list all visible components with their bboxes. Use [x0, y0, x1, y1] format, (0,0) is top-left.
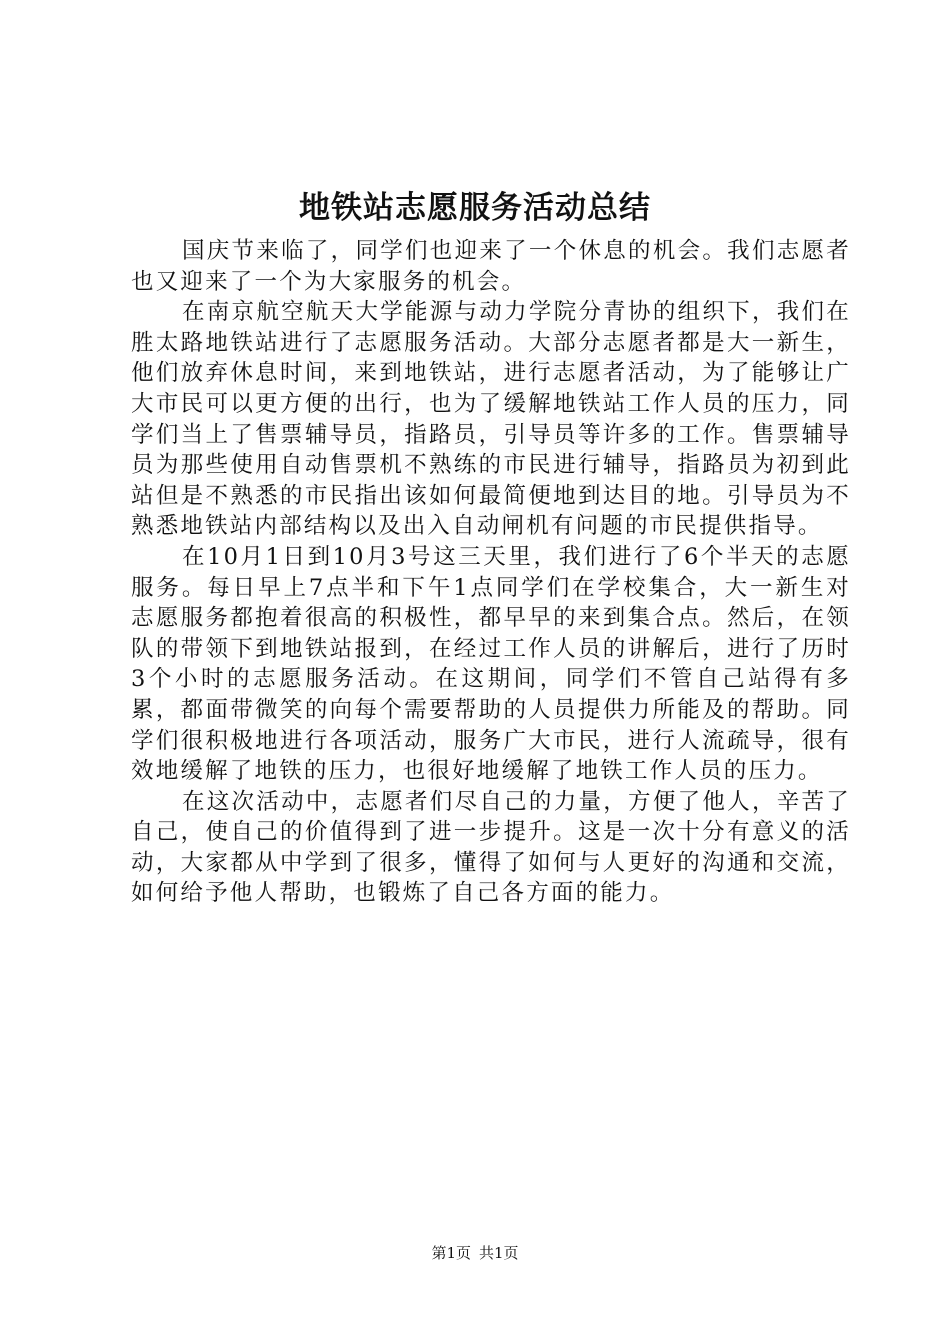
paragraph-4: 在这次活动中，志愿者们尽自己的力量，方便了他人，辛苦了自己，使自己的价值得到了进一步提升。这是一次十分有意义的活动，大家都从中学到了很多，懂得了如何与人更好的沟通和交流，如何给予他人帮助，也锻炼了自己各方面的能力。	[131, 788, 851, 907]
page-number: 第1页	[431, 1244, 471, 1262]
document-body	[131, 236, 851, 909]
paragraph-2: 在南京航空航天大学能源与动力学院分青协的组织下，我们在胜太路地铁站进行了志愿服务活动。大部分志愿者都是大一新生，他们放弃休息时间，来到地铁站，进行志愿者活动，为了能够让广大市民可以更方便的出行，也为了缓解地铁站工作人员的压力，同学们当上了售票辅导员，指路员，引导员等许多的工作。售票辅导员为那些使用自动售票机不熟练的市民进行辅导，指路员为初到此站但是不熟悉的市民指出该如何最简便地到达目的地。引导员为不熟悉地铁站内部结构以及出入自动闸机有问题的市民提供指导。	[131, 299, 851, 540]
page-total: 共1页	[479, 1244, 519, 1262]
page-footer	[0, 1242, 950, 1264]
document-title: 地铁站志愿服务活动总结	[299, 190, 651, 226]
paragraph-3: 在10月1日到10月3号这三天里，我们进行了6个半天的志愿服务。每日早上7点半和下午1点同学们在学校集合，大一新生对志愿服务都抱着很高的积极性，都早早的来到集合点。然后，在领队的带领下到地铁站报到，在经过工作人员的讲解后，进行了历时3个小时的志愿服务活动。在这期间，同学们不管自己站得有多累，都面带微笑的向每个需要帮助的人员提供力所能及的帮助。同学们很积极地进行各项活动，服务广大市民，进行人流疏导，很有效地缓解了地铁的压力，也很好地缓解了地铁工作人员的压力。	[131, 543, 851, 785]
paragraph-1: 国庆节来临了，同学们也迎来了一个休息的机会。我们志愿者也又迎来了一个为大家服务的机会。	[131, 238, 851, 295]
